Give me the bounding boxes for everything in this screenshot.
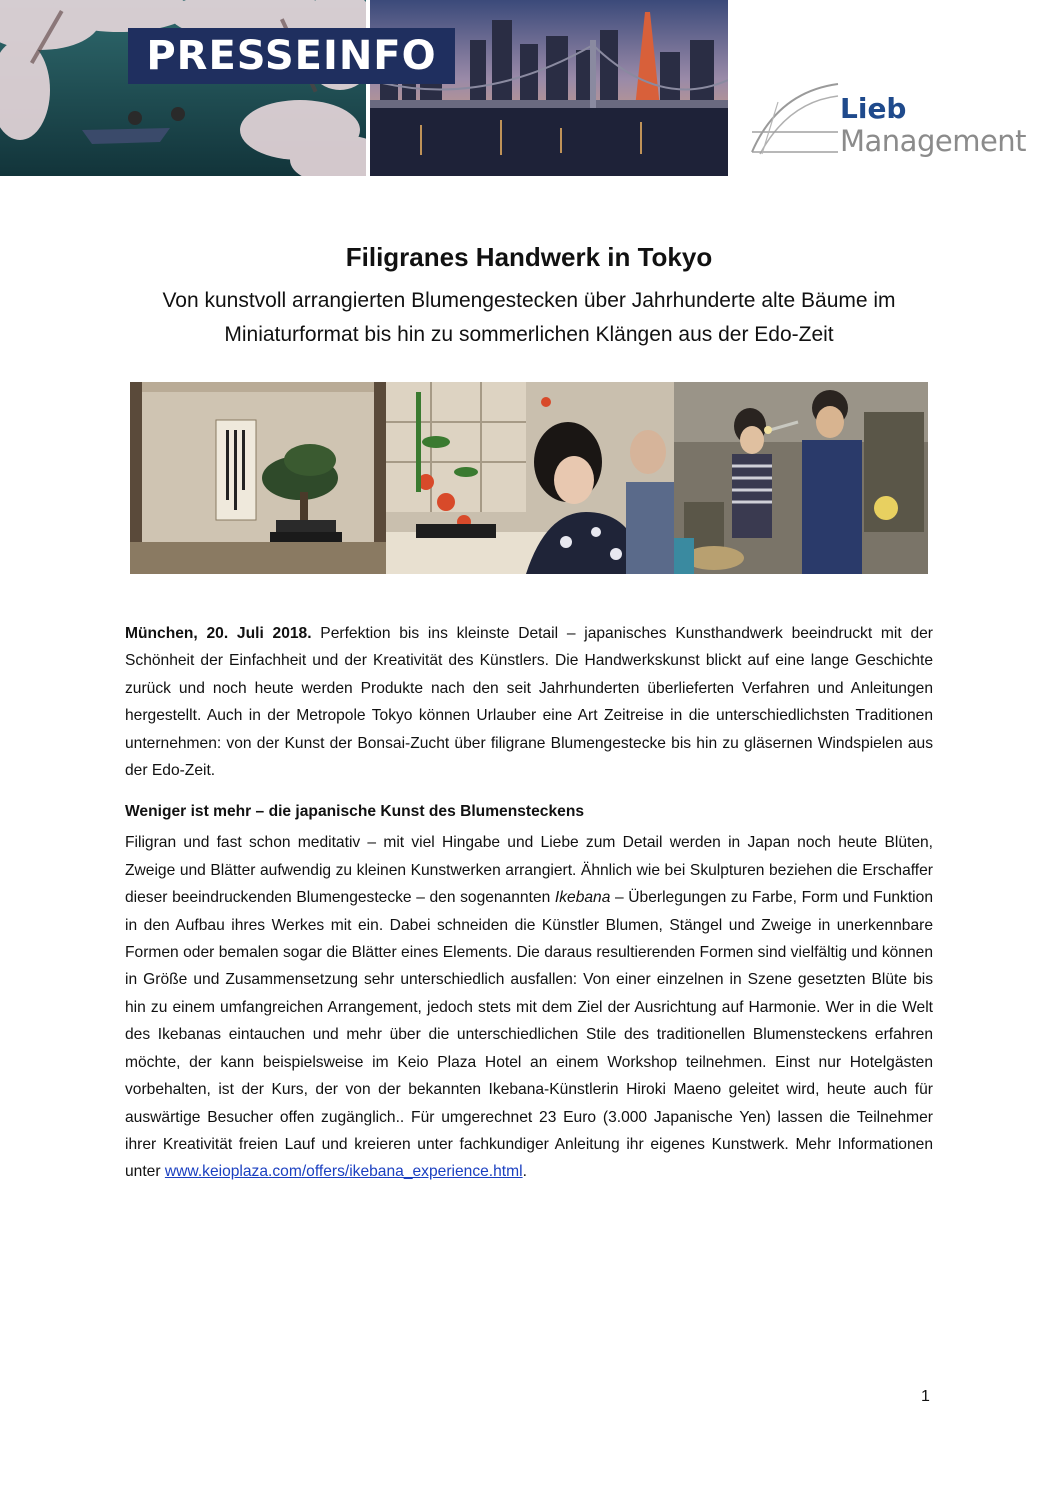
- section-paragraph: [125, 829, 933, 1185]
- photo-strip: [130, 382, 928, 574]
- document-subtitle: Von kunstvoll arrangierten Blumengestecken über Jahrhunderte alte Bäume im Miniaturformat bis hin zu sommerlichen Klängen aus der Edo-Zeit: [162, 289, 896, 346]
- logo-text-lieb: Lieb: [840, 92, 907, 125]
- document-title: Filigranes Handwerk in Tokyo: [345, 242, 713, 272]
- article-body: [125, 620, 933, 1186]
- section-text-part2: – Überlegungen zu Farbe, Form und Funktion in den Aufbau ihres Werkes mit ein. Dabei schneiden die Künstler Blumen, Stängel und Zweige in unerkennbare Formen oder bemalen sogar die Blätter eines Elements. Die daraus resultierenden Formen sind vielfältig und können in Größe und Zusammensetzung sehr unterschiedlich ausfallen: Von einer einzelnen in Szene gesetzten Blüte bis hin zu einem umfangreichen Arrangement, jedoch stets mit dem Ziel der Ausrichtung auf Harmonie. Wer in die Welt des Ikebanas eintauchen und mehr über die unterschiedlichen Stile des traditionellen Blumensteckens erfahren möchte, der kann beispielsweise im Keio Plaza Hotel an einem Workshop teilnehmen. Einst nur Hotelgästen vorbehalten, ist der Kurs, der von der bekannten Ikebana-Künstlerin Hiroki Maeno geleitet wird, heute auch für auswärtige Besucher offen zugänglich.. Für umgerechnet 23 Euro (3.000 Japanische Yen) lassen die Teilnehmer ihrer Kreativität freien Lauf und kreieren unter fachkundiger Anleitung ihr eigenes Kunstwerk. Mehr Informationen unter: [125, 889, 933, 1181]
- bonsai-photo: [130, 382, 386, 574]
- intro-text: Perfektion bis ins kleinste Detail – japanisches Kunsthandwerk beeindruckt mit der Schönheit der Einfachheit und der Kreativität des Künstlers. Die Handwerkskunst blickt auf eine lange Geschichte zurück und noch heute werden Produkte nach den seit Jahrhunderten überlieferten Verfahren und Anleitungen hergestellt. Auch in der Metropole Tokyo können Urlauber eine Art Zeitreise in die unterschiedlichsten Traditionen unternehmen: von der Kunst der Bonsai-Zucht über filigrane Blumengestecke bis hin zu gläsernen Windspielen aus der Edo-Zeit.: [125, 625, 933, 780]
- intro-paragraph: [125, 620, 933, 784]
- header-banner-image: [0, 0, 728, 176]
- ikebana-photo: [386, 382, 674, 574]
- page-number: 1: [921, 1388, 930, 1405]
- section-text-part1: Filigran und fast schon meditativ – mit viel Hingabe und Liebe zum Detail werden in Japan noch heute Blüten, Zweige und Blätter aufwendig zu kleinen Kunstwerken arrangiert. Ähnlich wie bei Skulpturen beziehen die Erschaffer dieser beeindruckenden Blumengestecke – den sogenannten: [125, 834, 933, 907]
- section-text-end: .: [522, 1163, 527, 1181]
- keioplaza-link[interactable]: www.keioplaza.com/offers/ikebana_experience.html: [164, 1163, 523, 1181]
- presseinfo-label: PRESSEINFO: [128, 28, 455, 84]
- section-heading: Weniger ist mehr – die japanische Kunst des Blumensteckens: [125, 803, 585, 821]
- ikebana-term: Ikebana: [554, 889, 611, 907]
- logo-text-management: Management: [840, 124, 1027, 158]
- dateline: München, 20. Juli 2018.: [125, 625, 312, 642]
- lieb-management-logo: [748, 82, 1048, 162]
- glass-workshop-photo: [674, 382, 928, 574]
- logo-arc-icon: [748, 82, 840, 162]
